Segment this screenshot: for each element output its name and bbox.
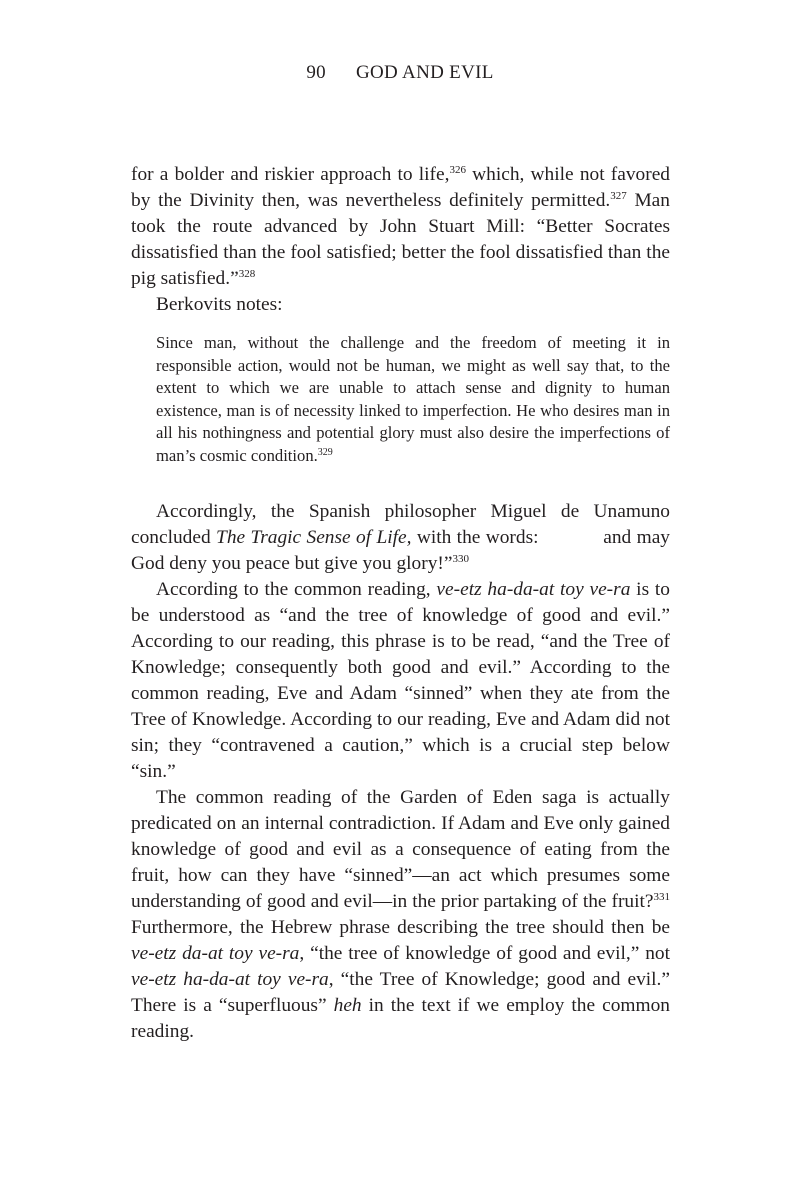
- text-run: for a bolder and riskier approach to life,: [131, 164, 450, 185]
- footnote-ref-331: 331: [653, 891, 670, 903]
- text-run: , “the Tree of Knowledge; good and evil.” There is a “superfluous”: [131, 969, 671, 1016]
- block-quote: [156, 332, 670, 467]
- page-body: [131, 162, 670, 1045]
- hebrew-phrase: ve-etz ha-da-at toy ve-ra: [131, 969, 329, 990]
- hebrew-phrase: ve-etz ha-da-at toy ve-ra: [436, 579, 631, 600]
- page-number: 90: [306, 62, 326, 83]
- text-run: in the text if we employ the common reading.: [131, 995, 670, 1042]
- hebrew-letter: heh: [333, 995, 362, 1016]
- text-run: Berkovits notes:: [156, 294, 283, 315]
- running-header: [0, 62, 800, 84]
- text-run: with the words:: [411, 527, 544, 548]
- text-run: which, while not favored by the Divinity then, was nevertheless definitely permitted.: [131, 164, 670, 211]
- book-title: The Tragic Sense of Life,: [216, 527, 412, 548]
- text-run: is to be understood as “and the tree of knowledge of good and evil.” According to our reading, this phrase is to be read, “and the Tree of Knowledge; consequently both good and evil.” According to the common reading, Eve and Adam “sinned” when they ate from the Tree of Knowledge. According to our reading, Eve and Adam did not sin; they “contravened a caution,” which is a crucial step below “sin.”: [131, 579, 670, 782]
- quote-text: Since man, without the challenge and the freedom of meeting it in responsible action, would not be human, we might as well say that, to the extent to which we are unable to attach sense and dignity to human existence, man is of necessity linked to imperfection. He who desires man in all his nothingness and potential glory must also desire the imperfections of man’s cosmic condition.: [156, 333, 670, 465]
- footnote-ref-329: 329: [317, 446, 333, 458]
- text-run: Man took the route advanced by John Stuart Mill: “Better Socrates dissatisfied than the fool satisfied; better the fool dissatisfied than the pig satisfied.”: [131, 190, 670, 289]
- text-run: and may God deny you peace but give you glory!”: [131, 527, 670, 574]
- text-run: Accordingly, the Spanish philosopher Miguel de Unamuno concluded: [131, 501, 670, 548]
- paragraph-3: [131, 499, 670, 577]
- paragraph-1: [131, 162, 670, 292]
- text-run: Furthermore, the Hebrew phrase describing the tree should then be: [131, 917, 670, 938]
- footnote-ref-327: 327: [610, 190, 627, 202]
- footnote-ref-326: 326: [449, 164, 466, 176]
- text-run: The common reading of the Garden of Eden saga is actually predicated on an internal contradiction. If Adam and Eve only gained knowledge of good and evil as a consequence of eating from the fruit, how can they have “sinned”—an act which presumes some understanding of good and evil—in the prior partaking of the fruit?: [131, 787, 670, 912]
- running-title: GOD AND EVIL: [355, 62, 494, 83]
- footnote-ref-330: 330: [452, 553, 469, 565]
- paragraph-5: [131, 785, 670, 1045]
- text-run: According to the common reading,: [156, 579, 437, 600]
- paragraph-4: [131, 577, 670, 785]
- paragraph-2: [131, 292, 670, 318]
- spacer: [131, 467, 670, 499]
- hebrew-phrase: ve-etz da-at toy ve-ra: [131, 943, 300, 964]
- text-run: , “the tree of knowledge of good and evil,” not: [299, 943, 670, 964]
- footnote-ref-328: 328: [238, 268, 256, 280]
